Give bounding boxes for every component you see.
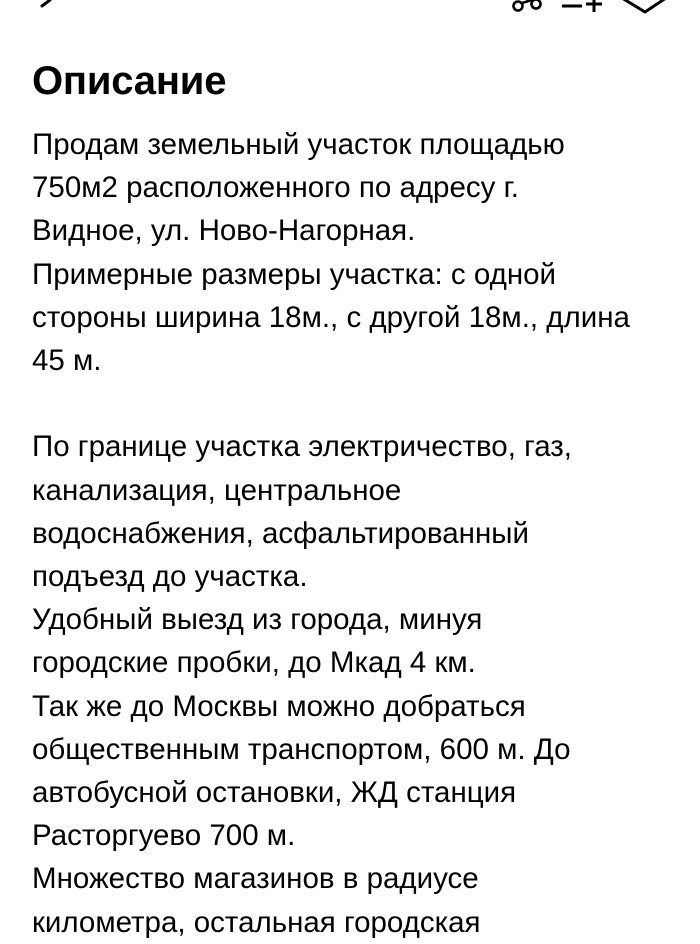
description-line: километра, остальная городская	[32, 905, 481, 939]
favorite-icon[interactable]	[620, 0, 670, 22]
compare-icon[interactable]	[560, 0, 610, 22]
description-line: подъезд до участка.	[32, 560, 308, 594]
description-line: автобусной остановки, ЖД станция	[32, 776, 517, 810]
description-line: водоснабжения, асфальтированный	[32, 516, 529, 550]
description-line: Множество магазинов в радиусе	[32, 862, 479, 896]
description-line: По границе участка электричество, газ,	[32, 430, 573, 464]
description-line: Расторгуево 700 м.	[32, 819, 296, 853]
description-line: городские пробки, до Мкад 4 км.	[32, 646, 476, 680]
description-line: 45 м.	[32, 344, 102, 378]
description-line: стороны ширина 18м., с другой 18м., длина	[32, 300, 630, 334]
blank-line	[32, 382, 682, 425]
top-toolbar	[0, 0, 700, 22]
description-line: Продам земельный участок площадью	[32, 128, 565, 161]
description-line: канализация, центральное	[32, 473, 402, 507]
description-line: Примерные размеры участка: с одной	[32, 257, 557, 291]
description-line: Удобный выезд из города, минуя	[32, 603, 483, 637]
description-line: 750м2 расположенного по адресу г.	[32, 171, 519, 205]
description-line: общественным транспортом, 600 м. До	[32, 732, 571, 766]
back-icon[interactable]	[22, 0, 62, 22]
section-title: Описание	[32, 59, 227, 103]
share-icon[interactable]	[506, 0, 546, 22]
description-text	[32, 123, 682, 944]
description-line: Так же до Москвы можно добраться	[32, 689, 526, 723]
description-line: Видное, ул. Ново-Нагорная.	[32, 214, 416, 248]
